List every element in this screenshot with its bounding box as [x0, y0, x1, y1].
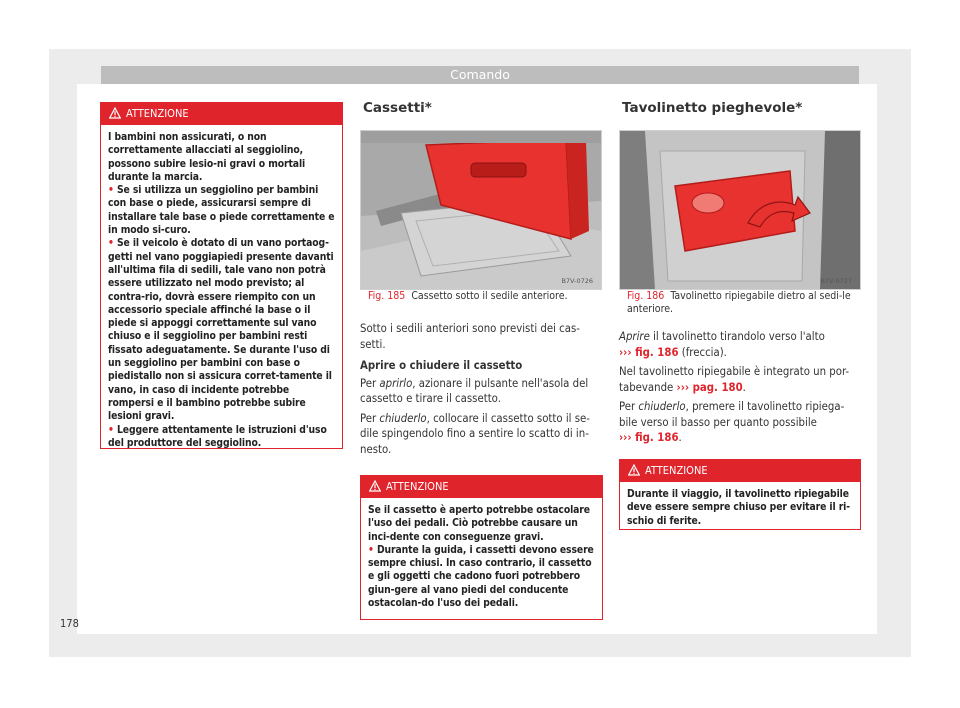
header-title: Comando	[450, 67, 510, 82]
text-run: Nel tavolinetto ripiegabile è integrato un por-tabevande	[619, 365, 850, 394]
left-warning-item-text: Se il veicolo è dotato di un vano portaog-getti nel vano poggiapiedi presente davanti all'ultima fila di sedili, tale vano non potrà essere utilizzato nel modo previsto; al contra-rio, dovrà essere riempito con un accessorio speciale affinché la base o il piede si appoggi correttamente sul vano chiuso e il seggiolino per bambini resti fissato adeguatamente. Se durante l'uso di un seggiolino per bambini con base o piedistallo non si assicura corret-tamente il vano, in caso di incidente potrebbe rompersi e il bambino potrebbe subire lesioni gravi.	[108, 237, 334, 423]
text-emphasis: chiuderlo	[379, 411, 427, 425]
cassetti-close-text	[360, 411, 603, 458]
figure-reference-link[interactable]: ››› fig. 186	[619, 345, 679, 359]
tavolinetto-warning-title: ATTENZIONE	[645, 464, 708, 477]
cassetti-warning-intro: Se il cassetto è aperto potrebbe ostacolare l'uso dei pedali. Ciò potrebbe causare un inci-dente con conseguenze gravi.	[368, 504, 590, 543]
tavolinetto-title: Tavolinetto pieghevole*	[622, 100, 803, 116]
cassetti-warning-body	[361, 498, 602, 615]
page-number: 178	[60, 617, 79, 630]
tavolinetto-open-text	[619, 329, 862, 360]
text-emphasis: Aprire	[619, 330, 650, 343]
bullet-icon: •	[108, 184, 117, 197]
figure-185-caption-text: Cassetto sotto il sedile anteriore.	[411, 290, 568, 302]
bullet-icon: •	[368, 543, 377, 556]
left-warning-item	[108, 184, 335, 237]
cassetti-warning-box	[360, 475, 603, 620]
tavolinetto-close-text	[619, 399, 862, 446]
drawer-illustration	[361, 131, 601, 289]
tavolinetto-warning-text: Durante il viaggio, il tavolinetto ripiegabile deve essere sempre chiuso per evitare il ri-schio di ferite.	[627, 488, 850, 527]
tavolinetto-text	[619, 329, 862, 448]
text-run: (freccia).	[678, 345, 727, 359]
cassetti-warning-item-text: Durante la guida, i cassetti devono essere sempre chiusi. In caso contrario, il cassetto e gli oggetti che cadono fuori potrebbero giun-gere al vano piedi del conducente ostacolan-do l'uso dei pedali.	[368, 543, 594, 610]
left-warning-title: ATTENZIONE	[126, 107, 189, 120]
text-run: , premere il tavolinetto ripiega-bile verso il basso per quanto possibile	[619, 400, 845, 429]
figure-185-label: Fig. 185	[368, 290, 406, 302]
text-run: .	[678, 431, 682, 444]
cassetti-text	[360, 321, 603, 459]
text-run: .	[742, 380, 746, 394]
tavolinetto-warning-body	[620, 482, 860, 533]
figure-186-code: B7V-0727	[820, 277, 852, 285]
left-warning-item-text: Leggere attentamente le istruzioni d'uso del produttore del seggiolino.	[108, 423, 327, 449]
text-run: Per	[360, 411, 380, 425]
bullet-icon: •	[108, 237, 117, 250]
figure-185-caption	[368, 290, 596, 303]
figure-reference-link[interactable]: ››› fig. 186	[619, 431, 679, 444]
text-run: Per	[360, 376, 380, 390]
tavolinetto-warning-header	[620, 460, 860, 482]
bullet-icon: •	[108, 423, 117, 436]
tavolinetto-cupholder-text	[619, 364, 862, 395]
figure-186	[619, 130, 861, 290]
cassetti-subhead: Aprire o chiudere il cassetto	[360, 359, 523, 372]
cassetti-open-text	[360, 376, 603, 407]
figure-186-caption	[627, 290, 855, 316]
tavolinetto-warning-box	[619, 459, 861, 530]
text-run: il tavolinetto tirandolo verso l'alto	[649, 330, 825, 343]
text-run: Per	[619, 400, 639, 413]
figure-186-caption-text: Tavolinetto ripiegabile dietro al sedi-le anteriore.	[627, 290, 851, 315]
left-warning-header	[101, 103, 342, 125]
table-illustration	[620, 131, 860, 289]
page-header	[101, 66, 859, 84]
left-warning-item	[108, 424, 335, 451]
cassetti-title: Cassetti*	[363, 100, 432, 116]
cassetti-warning-header	[361, 476, 602, 498]
left-warning-intro: I bambini non assicurati, o non correttamente allacciati al seggiolino, possono subire lesio-ni gravi o mortali durante la marcia.	[108, 131, 306, 183]
page-reference-link[interactable]: ››› pag. 180	[676, 380, 743, 394]
cassetti-intro: Sotto i sedili anteriori sono previsti dei cas-setti.	[360, 322, 580, 351]
warning-triangle-icon	[628, 464, 640, 476]
cassetti-warning-title: ATTENZIONE	[386, 480, 449, 493]
warning-triangle-icon	[109, 107, 121, 119]
left-warning-item-text: Se si utilizza un seggiolino per bambini con base o piede, assicurarsi sempre di installare tale base o piede correttamente e in modo si-curo.	[108, 184, 335, 237]
text-run: , collocare il cassetto sotto il se-dile spingendolo fino a sentire lo scatto di in-nesto.	[360, 411, 590, 456]
left-warning-item	[108, 237, 335, 423]
figure-186-label: Fig. 186	[627, 290, 665, 302]
figure-185	[360, 130, 602, 290]
text-emphasis: chiuderlo	[638, 400, 686, 413]
warning-triangle-icon	[369, 480, 381, 492]
text-run: , azionare il pulsante nell'asola del cassetto e tirare il cassetto.	[360, 376, 589, 405]
left-warning-box	[100, 102, 343, 449]
text-emphasis: aprirlo	[379, 376, 413, 390]
figure-185-code: B7V-0726	[561, 277, 593, 285]
cassetti-warning-item	[368, 544, 595, 610]
left-warning-body	[101, 125, 342, 455]
